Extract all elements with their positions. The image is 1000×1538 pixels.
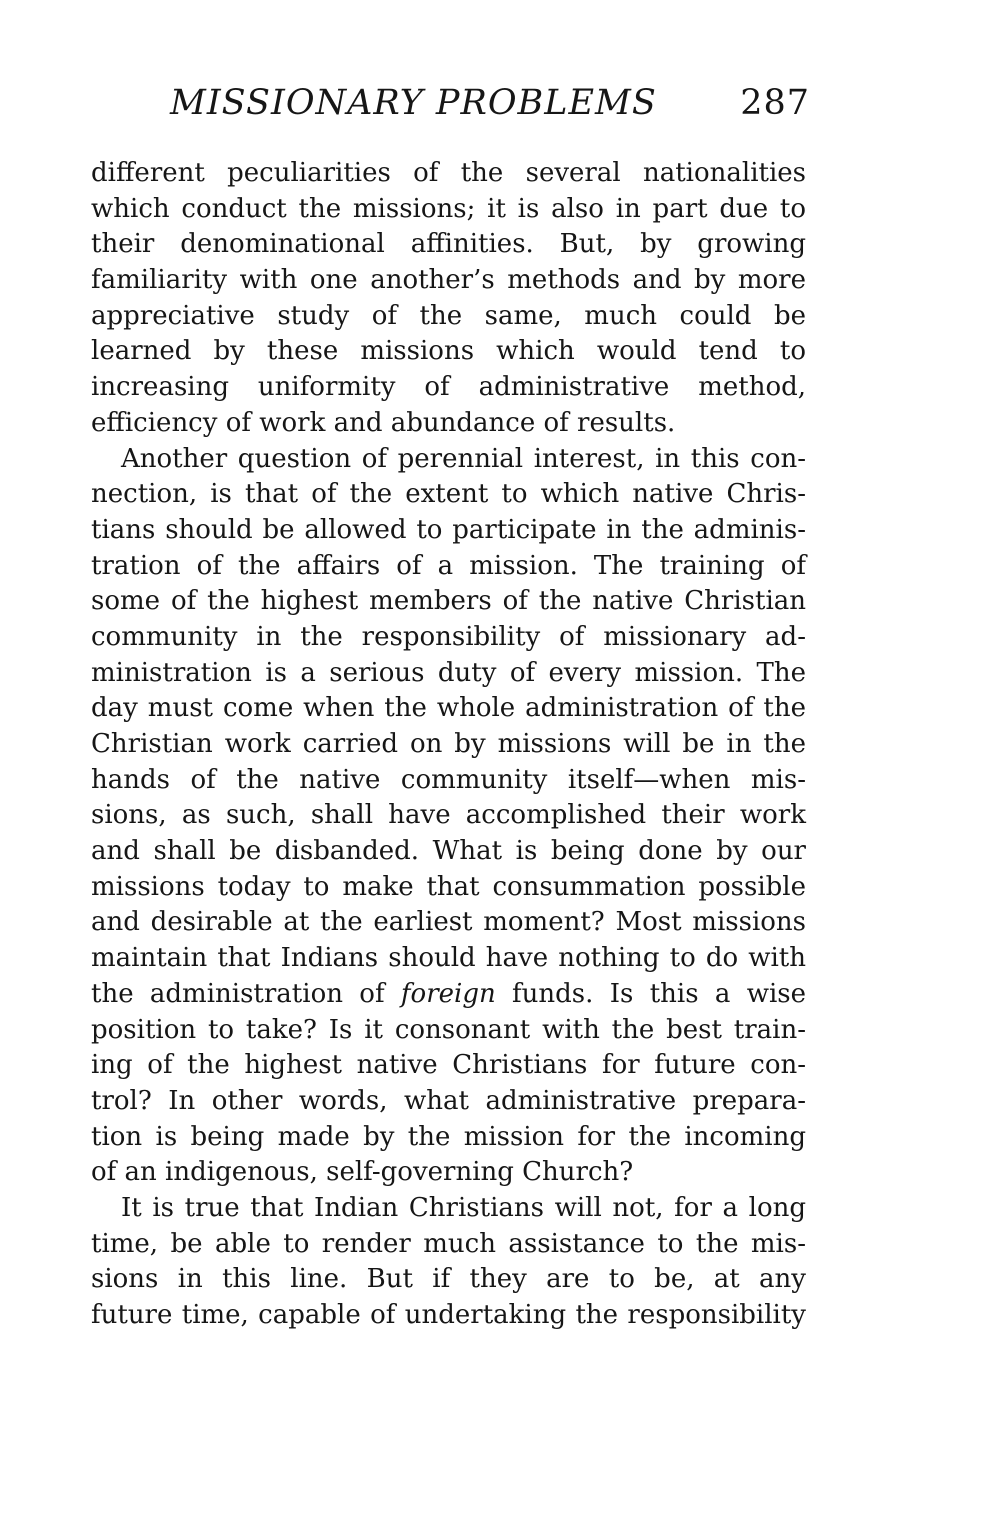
text-line: learned by these missions which would tend to <box>91 336 806 367</box>
text-segment: the administration of <box>91 978 401 1009</box>
text-line: It is true that Indian Christians will not, for a long <box>121 1192 806 1223</box>
text-line: different peculiarities of the several nationalities <box>91 158 806 188</box>
body-text <box>91 156 806 1334</box>
page-number: 287 <box>740 83 810 123</box>
text-line: Christian work carried on by missions will be in the <box>91 729 806 759</box>
text-line: day must come when the whole administration of the <box>91 693 806 724</box>
text-line: maintain that Indians should have nothing to do with <box>91 943 806 974</box>
text-line: ministration is a serious duty of every mission. The <box>91 657 806 688</box>
running-head <box>170 78 810 128</box>
text-line: Another question of perennial interest, in this con- <box>121 443 806 474</box>
text-line: their denominational affinities. But, by growing <box>91 229 806 260</box>
text-line: sions in this line. But if they are to be, at any <box>91 1264 806 1295</box>
text-line: appreciative study of the same, much could be <box>91 300 806 331</box>
text-line: ing of the highest native Christians for future con- <box>91 1050 806 1081</box>
text-line: future time, capable of undertaking the responsibility <box>91 1300 806 1330</box>
text-line: nection, is that of the extent to which native Chris- <box>91 479 806 510</box>
text-line: efficiency of work and abundance of results. <box>91 407 676 438</box>
text-line: community in the responsibility of missionary ad- <box>91 621 806 652</box>
text-line-with-emphasis <box>91 977 806 1013</box>
paragraph-3 <box>91 1191 806 1334</box>
text-line: and shall be disbanded. What is being done by our <box>91 836 806 867</box>
text-segment: funds. Is this a wise <box>495 978 807 1009</box>
text-line: tians should be allowed to participate in the adminis- <box>91 514 806 545</box>
paragraph-2 <box>91 442 806 1191</box>
emphasized-word: foreign <box>400 978 496 1009</box>
text-line: of an indigenous, self-governing Church? <box>91 1157 634 1188</box>
text-line: missions today to make that consummation possible <box>91 871 806 902</box>
text-line: hands of the native community itself—when mis- <box>91 764 806 795</box>
text-line: time, be able to render much assistance to the mis- <box>91 1228 806 1259</box>
text-line: trol? In other words, what administrative prepara- <box>91 1085 806 1116</box>
text-line: tion is being made by the mission for the incoming <box>91 1121 806 1152</box>
text-line: some of the highest members of the native Christian <box>91 586 806 617</box>
text-line: which conduct the missions; it is also in part due to <box>91 193 806 224</box>
paragraph-1 <box>91 156 806 442</box>
text-line: and desirable at the earliest moment? Most missions <box>91 907 806 938</box>
text-line: position to take? Is it consonant with the best train- <box>91 1014 806 1045</box>
text-line: tration of the affairs of a mission. The training of <box>91 550 806 581</box>
text-line: familiarity with one another’s methods and by more <box>91 265 806 296</box>
text-line: increasing uniformity of administrative method, <box>91 372 806 403</box>
text-line: sions, as such, shall have accomplished their work <box>91 800 806 831</box>
running-title: MISSIONARY PROBLEMS <box>170 83 657 123</box>
